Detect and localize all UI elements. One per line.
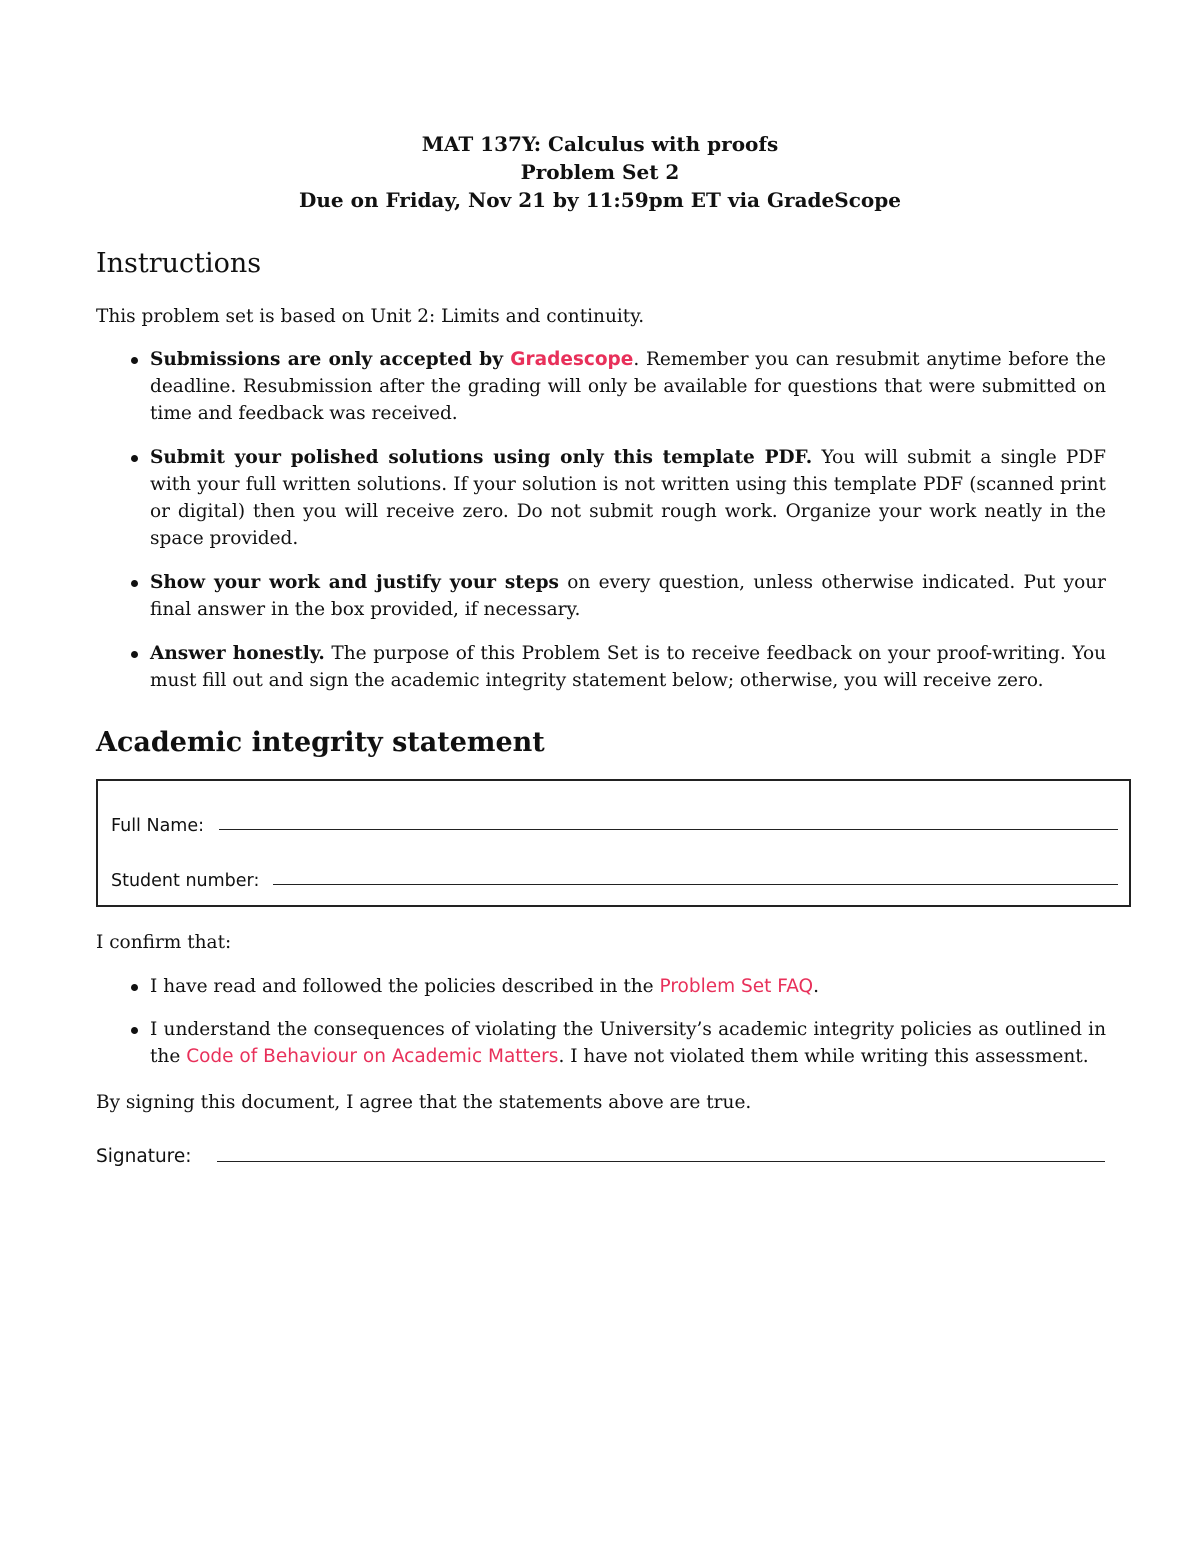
course-title: MAT 137Y: Calculus with proofs — [421, 132, 779, 156]
confirm-text-pre: I have read and followed the policies described in the — [150, 976, 660, 997]
confirm-text: I confirm that: — [96, 932, 232, 953]
confirm-list — [96, 973, 1106, 1070]
signature-label: Signature: — [96, 1146, 192, 1167]
signature-field[interactable] — [217, 1161, 1105, 1162]
problem-set-title: Problem Set 2 — [520, 160, 680, 184]
problem-set-faq-link[interactable]: Problem Set FAQ — [659, 976, 814, 997]
confirm-text-pre: I understand the consequences of violating the University’s academic integrity policies as outlined in the — [150, 1019, 1106, 1067]
instructions-intro: This problem set is based on Unit 2: Limits and continuity. — [96, 306, 645, 327]
confirm-item — [96, 973, 1106, 1000]
confirm-text-post: . — [813, 976, 820, 997]
instruction-text: The purpose of this Problem Set is to receive feedback on your proof-writing. You must fill out and sign the academic integrity statement below; otherwise, you will receive zero. — [150, 643, 1106, 691]
code-of-behaviour-link[interactable]: Code of Behaviour on Academic Matters — [186, 1046, 559, 1067]
instruction-bold: Show your work and justify your steps — [150, 572, 559, 593]
instruction-item — [96, 444, 1106, 552]
student-info-box — [96, 779, 1131, 907]
full-name-field[interactable] — [219, 829, 1118, 830]
full-name-label: Full Name: — [111, 816, 205, 836]
instructions-list — [96, 346, 1106, 694]
instruction-text: . Remember you can resubmit anytime before the deadline. Resubmission after the grading will only be available for questions that were submitted on time and feedback was received. — [150, 349, 1106, 424]
agreement-text: By signing this document, I agree that the statements above are true. — [96, 1092, 752, 1113]
instruction-item — [96, 346, 1106, 427]
instruction-item — [96, 640, 1106, 694]
confirm-text-post: . I have not violated them while writing this assessment. — [558, 1046, 1089, 1067]
instructions-heading: Instructions — [96, 248, 262, 279]
instruction-bold: Submissions are only accepted by — [150, 349, 511, 370]
integrity-heading: Academic integrity statement — [96, 727, 545, 758]
instruction-bold: Answer honestly. — [150, 643, 325, 664]
document-header — [0, 130, 1200, 214]
student-number-label: Student number: — [111, 871, 260, 891]
instruction-bold: Submit your polished solutions using only this template PDF. — [150, 447, 813, 468]
instruction-text: on every question, unless otherwise indicated. Put your final answer in the box provided, if necessary. — [150, 572, 1106, 620]
instruction-text: You will submit a single PDF with your full written solutions. If your solution is not written using this template PDF (scanned print or digital) then you will receive zero. Do not submit rough work. Organize your work neatly in the space provided. — [150, 447, 1106, 549]
due-date: Due on Friday, Nov 21 by 11:59pm ET via GradeScope — [299, 188, 901, 212]
confirm-item — [96, 1016, 1106, 1070]
instruction-item — [96, 569, 1106, 623]
student-number-field[interactable] — [273, 884, 1118, 885]
gradescope-link[interactable]: Gradescope — [510, 349, 634, 370]
